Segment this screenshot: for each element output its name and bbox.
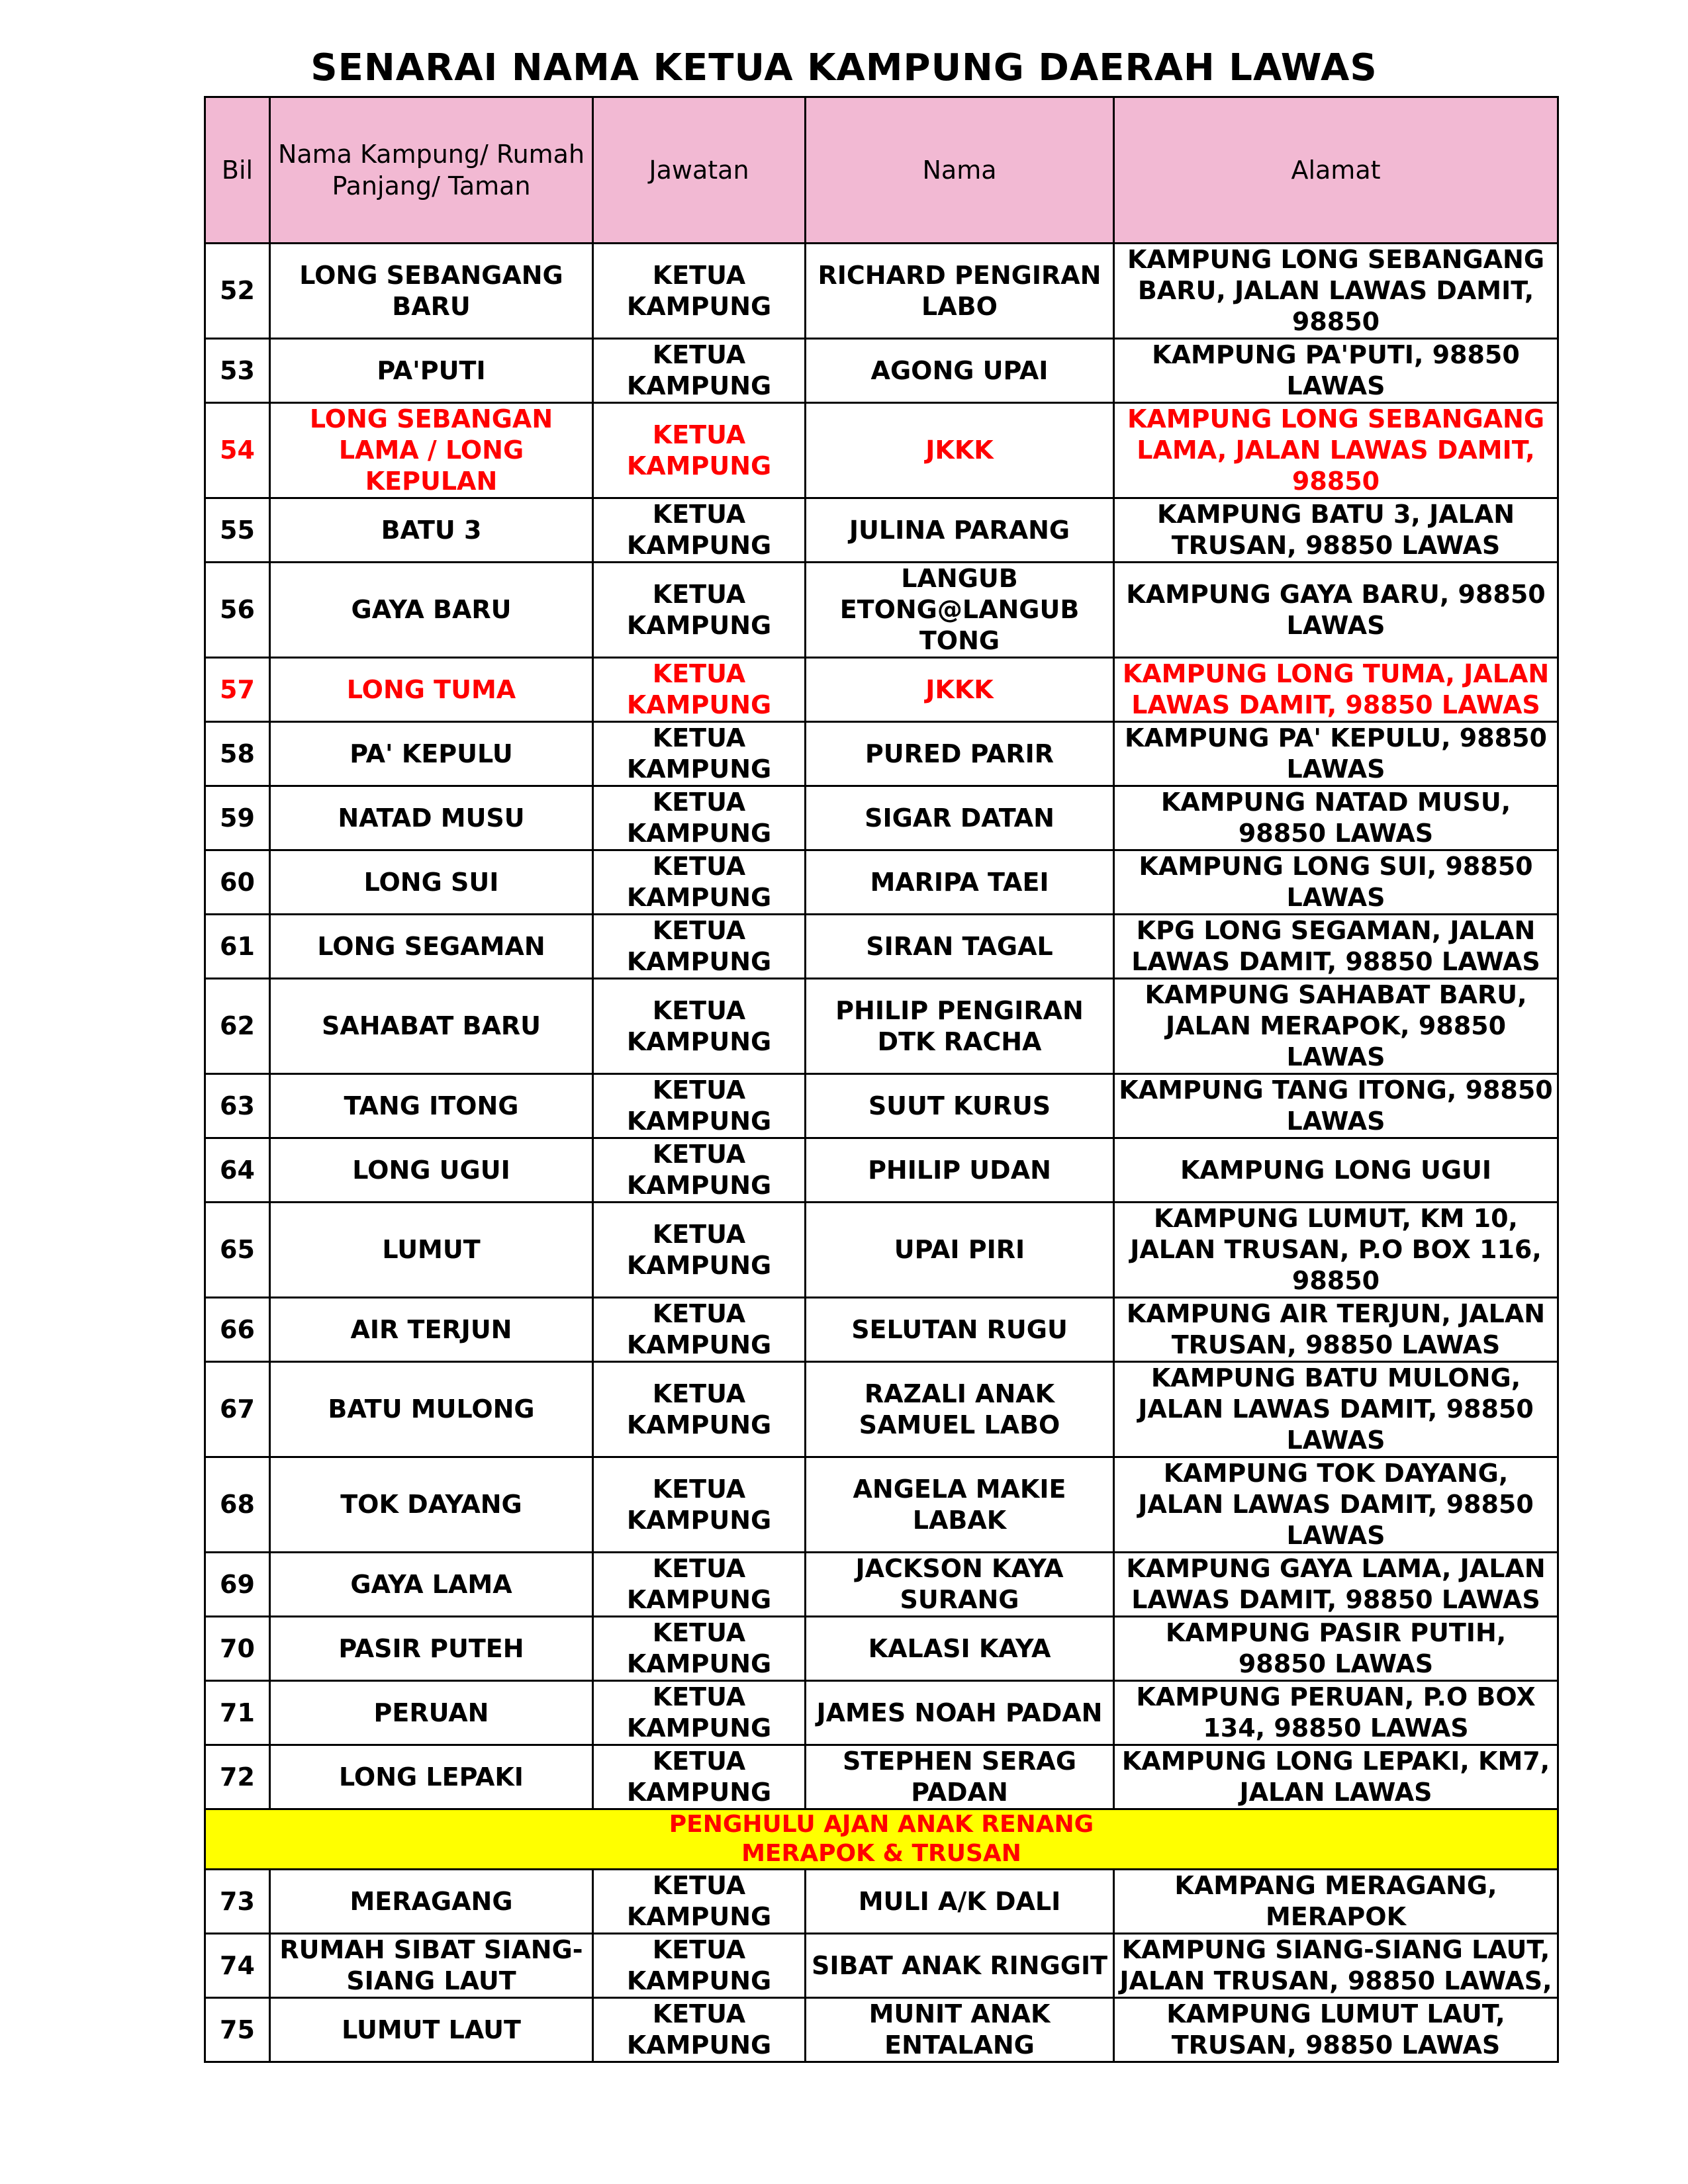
cell-kampung: MERAGANG <box>270 1870 593 1934</box>
cell-bil: 58 <box>205 722 270 786</box>
cell-nama: SUUT KURUS <box>806 1074 1114 1138</box>
cell-nama: JULINA PARANG <box>806 498 1114 563</box>
cell-nama: SIRAN TAGAL <box>806 915 1114 979</box>
header-jawatan: Jawatan <box>593 97 806 244</box>
table-row <box>205 1298 1558 1362</box>
cell-alamat: KAMPUNG LUMUT, KM 10, JALAN TRUSAN, P.O BOX 116, 98850 <box>1114 1203 1558 1298</box>
table-row <box>205 1934 1558 1998</box>
table-row-highlighted <box>205 658 1558 722</box>
table-row <box>205 1362 1558 1457</box>
cell-bil: 52 <box>205 244 270 339</box>
cell-kampung: LONG SEBANGANG BARU <box>270 244 593 339</box>
cell-jawatan: KETUA KAMPUNG <box>593 1362 806 1457</box>
table-row <box>205 498 1558 563</box>
cell-bil: 74 <box>205 1934 270 1998</box>
cell-kampung: LONG TUMA <box>270 658 593 722</box>
cell-nama: MULI A/K DALI <box>806 1870 1114 1934</box>
cell-kampung: GAYA LAMA <box>270 1553 593 1617</box>
cell-alamat: KAMPUNG LONG SEBANGANG LAMA, JALAN LAWAS DAMIT, 98850 <box>1114 403 1558 498</box>
cell-alamat: KAMPUNG NATAD MUSU, 98850 LAWAS <box>1114 786 1558 850</box>
table-row <box>205 722 1558 786</box>
section-line-2: MERAPOK & TRUSAN <box>741 1840 1021 1867</box>
cell-bil: 73 <box>205 1870 270 1934</box>
table-row <box>205 915 1558 979</box>
cell-bil: 64 <box>205 1138 270 1203</box>
cell-nama: PHILIP UDAN <box>806 1138 1114 1203</box>
cell-alamat: KAMPUNG GAYA BARU, 98850 LAWAS <box>1114 563 1558 658</box>
section-line-1: PENGHULU AJAN ANAK RENANG <box>669 1811 1094 1838</box>
cell-alamat: KAMPUNG PA' KEPULU, 98850 LAWAS <box>1114 722 1558 786</box>
cell-nama: PHILIP PENGIRAN DTK RACHA <box>806 979 1114 1074</box>
table-row <box>205 1553 1558 1617</box>
cell-kampung: TANG ITONG <box>270 1074 593 1138</box>
cell-nama: SELUTAN RUGU <box>806 1298 1114 1362</box>
table-row <box>205 1745 1558 1809</box>
cell-jawatan: KETUA KAMPUNG <box>593 979 806 1074</box>
cell-jawatan: KETUA KAMPUNG <box>593 786 806 850</box>
cell-bil: 62 <box>205 979 270 1074</box>
cell-alamat: KPG LONG SEGAMAN, JALAN LAWAS DAMIT, 98850 LAWAS <box>1114 915 1558 979</box>
cell-nama: LANGUB ETONG@LANGUB TONG <box>806 563 1114 658</box>
cell-nama: SIBAT ANAK RINGGIT <box>806 1934 1114 1998</box>
cell-jawatan: KETUA KAMPUNG <box>593 1298 806 1362</box>
cell-alamat: KAMPUNG GAYA LAMA, JALAN LAWAS DAMIT, 98850 LAWAS <box>1114 1553 1558 1617</box>
cell-alamat: KAMPUNG TOK DAYANG, JALAN LAWAS DAMIT, 98850 LAWAS <box>1114 1457 1558 1553</box>
cell-nama: RICHARD PENGIRAN LABO <box>806 244 1114 339</box>
cell-jawatan: KETUA KAMPUNG <box>593 915 806 979</box>
cell-jawatan: KETUA KAMPUNG <box>593 658 806 722</box>
table-row <box>205 1203 1558 1298</box>
cell-kampung: LONG SUI <box>270 850 593 915</box>
cell-nama: UPAI PIRI <box>806 1203 1114 1298</box>
table-row <box>205 850 1558 915</box>
cell-alamat: KAMPUNG LONG SEBANGANG BARU, JALAN LAWAS DAMIT, 98850 <box>1114 244 1558 339</box>
cell-jawatan: KETUA KAMPUNG <box>593 1681 806 1745</box>
cell-nama: STEPHEN SERAG PADAN <box>806 1745 1114 1809</box>
header-row <box>205 97 1558 244</box>
table-row <box>205 1457 1558 1553</box>
cell-bil: 67 <box>205 1362 270 1457</box>
cell-jawatan: KETUA KAMPUNG <box>593 1998 806 2062</box>
cell-kampung: GAYA BARU <box>270 563 593 658</box>
cell-bil: 70 <box>205 1617 270 1681</box>
cell-kampung: TOK DAYANG <box>270 1457 593 1553</box>
cell-bil: 68 <box>205 1457 270 1553</box>
table-row <box>205 786 1558 850</box>
cell-bil: 71 <box>205 1681 270 1745</box>
cell-kampung: BATU MULONG <box>270 1362 593 1457</box>
cell-nama: KALASI KAYA <box>806 1617 1114 1681</box>
cell-jawatan: KETUA KAMPUNG <box>593 1617 806 1681</box>
table-row <box>205 1074 1558 1138</box>
cell-jawatan: KETUA KAMPUNG <box>593 1745 806 1809</box>
table-row-highlighted <box>205 403 1558 498</box>
cell-kampung: AIR TERJUN <box>270 1298 593 1362</box>
cell-jawatan: KETUA KAMPUNG <box>593 722 806 786</box>
cell-bil: 54 <box>205 403 270 498</box>
cell-jawatan: KETUA KAMPUNG <box>593 1203 806 1298</box>
cell-bil: 56 <box>205 563 270 658</box>
cell-kampung: LONG UGUI <box>270 1138 593 1203</box>
cell-jawatan: KETUA KAMPUNG <box>593 850 806 915</box>
cell-kampung: LONG SEBANGAN LAMA / LONG KEPULAN <box>270 403 593 498</box>
cell-bil: 72 <box>205 1745 270 1809</box>
cell-alamat: KAMPUNG SAHABAT BARU, JALAN MERAPOK, 98850 LAWAS <box>1114 979 1558 1074</box>
cell-alamat: KAMPUNG PASIR PUTIH, 98850 LAWAS <box>1114 1617 1558 1681</box>
cell-jawatan: KETUA KAMPUNG <box>593 1553 806 1617</box>
cell-nama: JKKK <box>806 403 1114 498</box>
cell-alamat: KAMPUNG LUMUT LAUT, TRUSAN, 98850 LAWAS <box>1114 1998 1558 2062</box>
cell-jawatan: KETUA KAMPUNG <box>593 1870 806 1934</box>
cell-alamat: KAMPANG MERAGANG, MERAPOK <box>1114 1870 1558 1934</box>
cell-kampung: BATU 3 <box>270 498 593 563</box>
cell-kampung: PERUAN <box>270 1681 593 1745</box>
table-row <box>205 979 1558 1074</box>
cell-kampung: LUMUT <box>270 1203 593 1298</box>
cell-kampung: PASIR PUTEH <box>270 1617 593 1681</box>
cell-alamat: KAMPUNG LONG SUI, 98850 LAWAS <box>1114 850 1558 915</box>
cell-nama: MUNIT ANAK ENTALANG <box>806 1998 1114 2062</box>
cell-alamat: KAMPUNG LONG UGUI <box>1114 1138 1558 1203</box>
cell-kampung: SAHABAT BARU <box>270 979 593 1074</box>
table-row <box>205 339 1558 403</box>
cell-bil: 53 <box>205 339 270 403</box>
table-row <box>205 563 1558 658</box>
cell-nama: MARIPA TAEI <box>806 850 1114 915</box>
cell-jawatan: KETUA KAMPUNG <box>593 403 806 498</box>
header-nama: Nama <box>806 97 1114 244</box>
cell-jawatan: KETUA KAMPUNG <box>593 498 806 563</box>
cell-alamat: KAMPUNG AIR TERJUN, JALAN TRUSAN, 98850 LAWAS <box>1114 1298 1558 1362</box>
cell-jawatan: KETUA KAMPUNG <box>593 1934 806 1998</box>
cell-nama: JAMES NOAH PADAN <box>806 1681 1114 1745</box>
cell-alamat: KAMPUNG TANG ITONG, 98850 LAWAS <box>1114 1074 1558 1138</box>
cell-jawatan: KETUA KAMPUNG <box>593 1457 806 1553</box>
table-row <box>205 244 1558 339</box>
cell-kampung: LONG LEPAKI <box>270 1745 593 1809</box>
cell-kampung: LUMUT LAUT <box>270 1998 593 2062</box>
cell-bil: 59 <box>205 786 270 850</box>
page-title: SENARAI NAMA KETUA KAMPUNG DAERAH LAWAS <box>310 46 1378 89</box>
cell-kampung: RUMAH SIBAT SIANG-SIANG LAUT <box>270 1934 593 1998</box>
cell-nama: JACKSON KAYA SURANG <box>806 1553 1114 1617</box>
cell-nama: PURED PARIR <box>806 722 1114 786</box>
cell-jawatan: KETUA KAMPUNG <box>593 1138 806 1203</box>
cell-bil: 63 <box>205 1074 270 1138</box>
cell-bil: 66 <box>205 1298 270 1362</box>
cell-nama: AGONG UPAI <box>806 339 1114 403</box>
header-alamat: Alamat <box>1114 97 1558 244</box>
cell-nama: JKKK <box>806 658 1114 722</box>
cell-bil: 57 <box>205 658 270 722</box>
table-row <box>205 1998 1558 2062</box>
table-row <box>205 1138 1558 1203</box>
cell-alamat: KAMPUNG SIANG-SIANG LAUT, JALAN TRUSAN, 98850 LAWAS, <box>1114 1934 1558 1998</box>
cell-bil: 75 <box>205 1998 270 2062</box>
cell-kampung: PA'PUTI <box>270 339 593 403</box>
cell-jawatan: KETUA KAMPUNG <box>593 244 806 339</box>
table-row <box>205 1681 1558 1745</box>
cell-alamat: KAMPUNG BATU 3, JALAN TRUSAN, 98850 LAWAS <box>1114 498 1558 563</box>
cell-bil: 69 <box>205 1553 270 1617</box>
cell-nama: RAZALI ANAK SAMUEL LABO <box>806 1362 1114 1457</box>
section-penghulu-row <box>205 1809 1558 1870</box>
cell-bil: 61 <box>205 915 270 979</box>
cell-kampung: NATAD MUSU <box>270 786 593 850</box>
cell-alamat: KAMPUNG PERUAN, P.O BOX 134, 98850 LAWAS <box>1114 1681 1558 1745</box>
cell-nama: ANGELA MAKIE LABAK <box>806 1457 1114 1553</box>
cell-bil: 55 <box>205 498 270 563</box>
cell-jawatan: KETUA KAMPUNG <box>593 563 806 658</box>
table-row <box>205 1870 1558 1934</box>
cell-alamat: KAMPUNG LONG TUMA, JALAN LAWAS DAMIT, 98850 LAWAS <box>1114 658 1558 722</box>
cell-alamat: KAMPUNG PA'PUTI, 98850 LAWAS <box>1114 339 1558 403</box>
cell-alamat: KAMPUNG BATU MULONG, JALAN LAWAS DAMIT, 98850 LAWAS <box>1114 1362 1558 1457</box>
cell-bil: 65 <box>205 1203 270 1298</box>
cell-alamat: KAMPUNG LONG LEPAKI, KM7, JALAN LAWAS <box>1114 1745 1558 1809</box>
cell-jawatan: KETUA KAMPUNG <box>593 1074 806 1138</box>
cell-kampung: PA' KEPULU <box>270 722 593 786</box>
section-penghulu-cell <box>205 1809 1558 1870</box>
cell-nama: SIGAR DATAN <box>806 786 1114 850</box>
cell-kampung: LONG SEGAMAN <box>270 915 593 979</box>
header-kampung: Nama Kampung/ Rumah Panjang/ Taman <box>270 97 593 244</box>
cell-jawatan: KETUA KAMPUNG <box>593 339 806 403</box>
cell-bil: 60 <box>205 850 270 915</box>
table-row <box>205 1617 1558 1681</box>
ketua-kampung-table <box>204 96 1559 2063</box>
header-bil: Bil <box>205 97 270 244</box>
